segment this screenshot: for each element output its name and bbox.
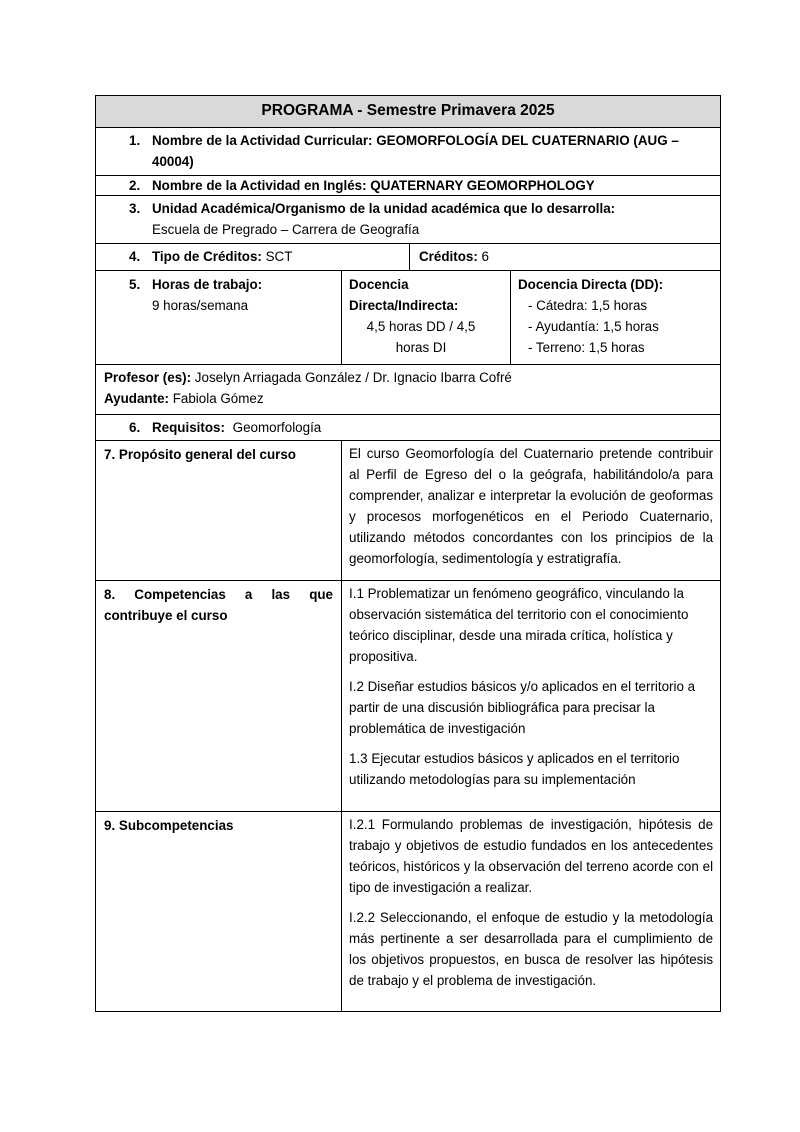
competency-item: I.1 Problematizar un fenómeno geográfico, vinculando la observación sistemática del territorio con el conocimiento teórico disciplinar, desde una mirada crítica, holística y propositiva. [349, 586, 689, 664]
row5-value: 9 horas/semana [152, 298, 249, 313]
purpose-label: 7. Propósito general del curso [96, 441, 342, 581]
subcompetency-item: I.2.2 Seleccionando, el enfoque de estudio y la metodología más pertinente a ser desarrollada para el cumplimiento de los objetivos propuestos, en busca de resolver las hipótesis de trabajo y el problema de investigación. [349, 910, 714, 988]
dd-label: Docencia Directa (DD): [518, 277, 664, 292]
row1-label: Nombre de la Actividad Curricular: [152, 133, 373, 148]
row5-number: 5. [129, 277, 141, 292]
row4-value: SCT [265, 249, 293, 264]
row4-number: 4. [129, 249, 141, 264]
ddi-value: 4,5 horas DD / 4,5 horas DI [366, 319, 476, 355]
competency-item: I.2 Diseñar estudios básicos y/o aplicados en el territorio a partir de una discusión bibliográfica para precisar la problemática de investigación [349, 679, 696, 736]
row6-value: Geomorfología [232, 420, 322, 435]
row-academic-unit [96, 196, 721, 244]
credits-label: Créditos: [419, 249, 478, 264]
row-course-name [96, 128, 721, 176]
row-english-name [96, 176, 721, 196]
competencies-label: 8. Competencias a las que contribuye el curso [96, 581, 342, 812]
row-requirements [96, 415, 721, 441]
row4-label: Tipo de Créditos: [152, 249, 262, 264]
row2-value: QUATERNARY GEOMORPHOLOGY [370, 178, 595, 193]
row6-number: 6. [129, 420, 141, 435]
program-title: PROGRAMA - Semestre Primavera 2025 [96, 96, 721, 128]
credits-value: 6 [481, 249, 489, 264]
program-table [95, 95, 721, 1012]
professor-label: Profesor (es): [104, 370, 192, 385]
row-staff [96, 365, 721, 415]
row6-label: Requisitos: [152, 420, 225, 435]
dd-item-ayudantia: - Ayudantía: 1,5 horas [528, 319, 659, 334]
subcompetency-item: I.2.1 Formulando problemas de investigación, hipótesis de trabajo y objetivos de estudio fundados en los antecedentes teóricos, históricos y la observación del terreno acorde con el tipo de investigación a realizar. [349, 817, 714, 895]
row3-number: 3. [129, 201, 141, 216]
row-competencies [96, 581, 721, 812]
row-purpose [96, 441, 721, 581]
assistant-value: Fabiola Gómez [172, 391, 264, 406]
row2-number: 2. [129, 178, 141, 193]
purpose-text: El curso Geomorfología del Cuaternario pretende contribuir al Perfil de Egreso del o la geógrafa, habilitándolo/a para comprender, analizar e interpretar la evolución de geoformas y procesos morfogenéticos en el Periodo Cuaternario, utilizando métodos concordantes con los principios de la geomorfología, sedimentología y estratigrafía. [342, 441, 721, 581]
dd-list [518, 295, 713, 358]
row-work-hours [96, 271, 721, 365]
row1-number: 1. [129, 133, 141, 148]
row5-label: Horas de trabajo: [152, 277, 263, 292]
row2-label: Nombre de la Actividad en Inglés: [152, 178, 367, 193]
dd-item-catedra: - Cátedra: 1,5 horas [528, 298, 648, 313]
assistant-label: Ayudante: [104, 391, 169, 406]
competency-item: 1.3 Ejecutar estudios básicos y aplicados en el territorio utilizando metodologías para su implementación [349, 751, 680, 787]
row3-label: Unidad Académica/Organismo de la unidad académica que lo desarrolla: [152, 201, 616, 216]
row3-value: Escuela de Pregrado – Carrera de Geografía [152, 222, 420, 237]
row1-value-cont: 40004) [152, 154, 194, 169]
ddi-label: Docencia Directa/Indirecta: [349, 277, 459, 313]
professor-value: Joselyn Arriagada González / Dr. Ignacio Ibarra Cofré [194, 370, 512, 385]
row-credits [96, 244, 721, 271]
row1-value: GEOMORFOLOGÍA DEL CUATERNARIO (AUG – [376, 133, 679, 148]
subcompetencies-label: 9. Subcompetencias [96, 812, 342, 1012]
course-program-document [95, 95, 720, 1012]
dd-item-terreno: - Terreno: 1,5 horas [528, 340, 645, 355]
row-subcompetencies [96, 812, 721, 1012]
